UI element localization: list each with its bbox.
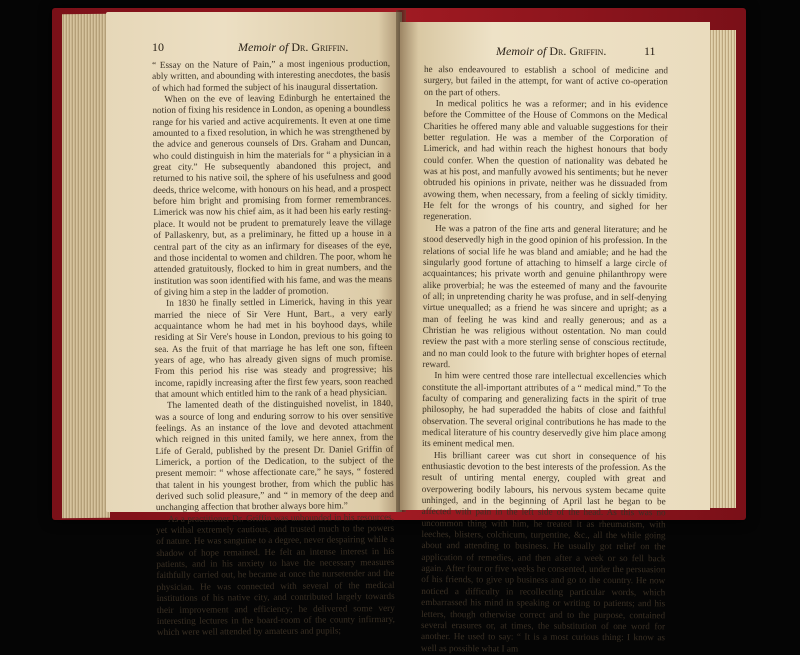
left-running-title-name: Dr. Griffin. bbox=[291, 40, 349, 54]
left-paragraph-2: When on the eve of leaving Edinburgh he entertained the notion of fixing his residence in London, as opening a boundless range for his varied and active acquirements. It even at one time amounted to a fixed resolution, in which he was strengthened by the advice and generous counsels of Drs. Graham and Duncan, who could distinguish in him the materials for “ a physician in a great city.” He subsequently abandoned this project, and returned to his native soil, the sphere of his usefulness and good deeds, thrice welcome, with honours on his head, and a prospect before him bright and promising from former remembrances. Limerick was now his chief aim, as it had been his early resting-place. It would not be prudent to prematurely leave the village of Pallaskenry, but, as a preliminary, he fitted up a house in a central part of the city as an infirmary for diseases of the eye, and those incidental to women and children. The poor, whom he attended gratuitously, flocked to him in great numbers, and the institution was soon identified with his fame, and was the means of giving him a step in the ladder of promotion. bbox=[152, 91, 392, 297]
right-paragraph-5: His brilliant career was cut short in consequence of his enthusiastic devotion to the best interests of the profession. As the result of untiring mental energy, coupled with great and overpowering bodily labours, his nervous system became quite unhinged, and in the beginning of April last he began to be affected with pain in the left side of the head. As this was no uncommon thing with him, he treated it as rheumatism, with leeches, blisters, colchicum, turpentine, &c., all the while going about and attending to business. He usually got relief on the application of remedies, and then after a week or so fell back again. After four or five weeks he consented, under the persuasion of his friends, to give up business and go to the country. He now noticed a difficulty in recollecting particular words, which embarrassed his mind in speaking or writing to patients; and his letters, though otherwise correct and to the purpose, contained several erasures or, at times, the substitution of one word for another. He used to say: “ It is a most curious thing: I know as well as possible what I am bbox=[420, 449, 666, 654]
left-page bbox=[106, 12, 402, 638]
right-page bbox=[400, 22, 710, 654]
right-running-title-text: Memoir of bbox=[496, 44, 547, 58]
left-running-title-text: Memoir of bbox=[238, 40, 289, 54]
right-page-number: 11 bbox=[644, 44, 656, 58]
left-page-number: 10 bbox=[152, 40, 164, 54]
left-running-title bbox=[238, 40, 348, 55]
left-paragraph-3: In 1830 he finally settled in Limerick, having in this year married the niece of Sir Vere Hunt, Bart., a very early acquaintance whom he had met in his boyhood days, while residing at Sir Vere's house in London, previous to his going to sea. As the fruit of that marriage he has left one son, fifteen years of age, who has already given signs of much promise. From this period his rise was steady and progressive; his income, rapidly increasing after the first few years, soon reached that amount which entitled him to the rank of a head physician. bbox=[154, 296, 393, 399]
left-page-body bbox=[152, 58, 395, 639]
right-paragraph-1: he also endeavoured to establish a school of medicine and surgery, but failed in the attempt, for want of active co-operation on the part of others. bbox=[423, 64, 668, 98]
right-paragraph-2: In medical politics he was a reformer; and in his evidence before the Committee of the House of Commons on the Medical Charities he offered many able and valuable suggestions for their better regulation. He was a member of the Corporation of Limerick, and had within reach the highest honours that body could confer. When the question of nationality was debated he was at his post, and manfully avowed his sentiments; but he never obtruded his opinions in private, neither was he dissuaded from avowing them, when necessary, from a feeling of sickly timidity. He felt for the wrongs of his country, and sighed for her regeneration. bbox=[423, 98, 668, 222]
left-paragraph-4: The lamented death of the distinguished novelist, in 1840, was a source of long and enduring sorrow to his over sensitive feelings. As an instance of the love and devoted attachment which reigned in this united family, we here annex, from the Life of Gerald, published by the present Dr. Daniel Griffin of Limerick, a portion of the Dedication, to the subject of the present memoir: “ whose affectionate care,” he says, “ fostered that talent in his youngest brother, from which the public has derived such solid pleasure,” and “ in memory of the deep and unchanging affection that brother always bore him.” bbox=[155, 398, 394, 513]
page-edges-left bbox=[62, 14, 110, 519]
left-paragraph-1: “ Essay on the Nature of Pain,” a most ingenious production, ably written, and abounding with interesting anecdotes, the basis of which had formed the subject of his inaugural dissertation. bbox=[152, 57, 391, 93]
page-edges-right bbox=[706, 30, 736, 508]
right-page-body bbox=[421, 64, 668, 655]
right-paragraph-3: He was a patron of the fine arts and general literature; and he stood deservedly high in the good opinion of his profession. In the relations of social life he was bland and amiable; and he had the singularly good fortune of attaching to himself a large circle of acquaintances; his private worth and genuine philanthropy were alike proverbial; he was the esteemed of many and the favourite of all; in unpretending charity he was profuse, and in self-denying virtue unequalled; as a friend he was sincere and upright; as a man of feeling he was kind and really generous; and as a Christian he was religious without ostentation. No man could review the past with a more sterling sense of conscious rectitude, and no man could look to the future with brighter hopes of eternal reward. bbox=[422, 222, 668, 370]
right-running-title-name: Dr. Griffin. bbox=[549, 44, 607, 58]
right-running-title bbox=[496, 44, 606, 59]
right-paragraph-4: In him were centred those rare intellectual excellencies which constitute the all-important attributes of a “ medical mind.” To the faculty of comparing and generalizing facts in the spirit of true philosophy, he had superadded the habits of close and faithful observation. The several original contributions he has made to the medical literature of his country deservedly give him place among its eminent medical men. bbox=[421, 370, 667, 449]
left-paragraph-5: As a practitioner Dr. Griffin was unbounded in his resources, yet withal extremely cautious, and trusted much to the powers of nature. He was sanguine to a degree, never despairing while a shadow of hope remained. He felt an intense interest in his patients, and in his anxiety to have the necessary measures faithfully carried out, he became at once the nursetender and the physician. He was connected with several of the medical institutions of his native city, and contributed largely towards their improvement and efficiency; he delivered some very interesting lectures in the board-room of the county infirmary, which were well attended by amateurs and pupils; bbox=[156, 511, 395, 638]
